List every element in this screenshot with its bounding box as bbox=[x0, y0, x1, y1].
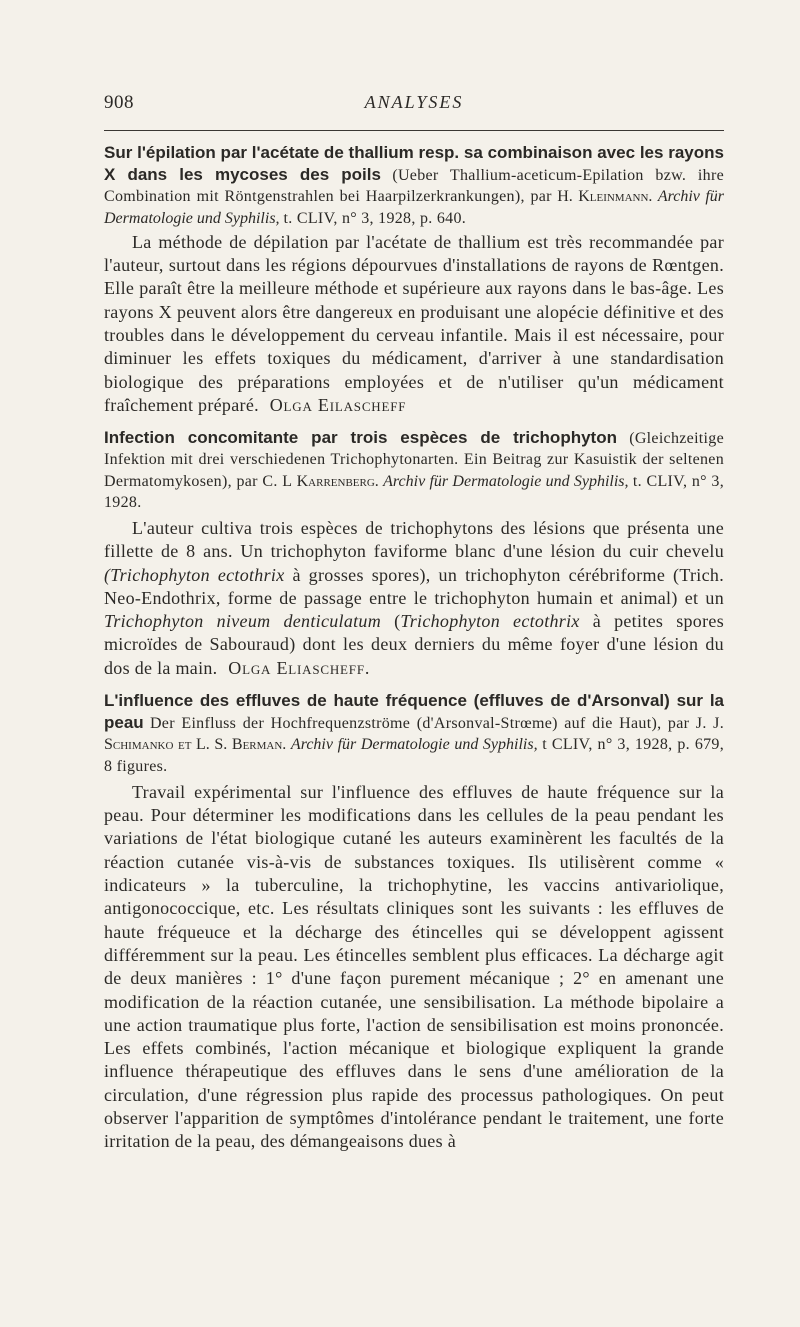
article-thallium-epilation bbox=[104, 142, 724, 417]
article-body bbox=[104, 231, 724, 417]
article-signature: Olga Eliascheff. bbox=[228, 657, 371, 678]
article-journal: Archiv für Dermatologie und Syphilis, bbox=[290, 736, 538, 754]
running-head: ANALYSES bbox=[364, 92, 464, 112]
article-journal: Archiv für Dermatologie und Syphilis, bbox=[383, 472, 629, 490]
article-heading bbox=[104, 690, 724, 777]
article-title: Sur l'épilation par l'acétate de thallium resp. sa combinaison avec les rayons X dans les mycoses des poils bbox=[104, 143, 724, 185]
article-high-frequency-effluves bbox=[104, 690, 724, 1154]
header-rule bbox=[104, 130, 724, 131]
article-body-text: à grosses spores), un trichophyton cérébriforme (Trich. Neo-Endothrix, forme de passage entre le trichophyton humain et animal) et un bbox=[104, 564, 724, 608]
article-body-text: à petites spores microïdes de Sabouraud) dont les deux derniers du même foyer d'une lésion du dos de la main. bbox=[104, 611, 724, 678]
article-title: Infection concomitante par trois espèces de trichophyton bbox=[104, 428, 617, 448]
article-signature: Olga Eilascheff bbox=[269, 394, 407, 415]
article-body-text: L'auteur cultiva trois espèces de trichophytons des lésions que présenta une fillette de 8 ans. Un trichophyton faviforme blanc d'une lésion du cuir chevelu bbox=[104, 518, 724, 562]
article-subtitle: Der Einfluss der Hochfrequenzströme (d'Arsonval-Strœme) auf die Haut), par J. J. bbox=[149, 715, 725, 733]
article-body bbox=[104, 517, 724, 680]
article-title: L'influence des effluves de haute fréquence (effluves de d'Arsonval) sur la peau bbox=[104, 691, 724, 733]
article-authors: Karrenberg. bbox=[296, 472, 379, 490]
page-number: 908 bbox=[104, 92, 134, 113]
article-subtitle: (Gleichzeitige Infektion mit drei verschiedenen Trichophytonarten. Ein Beitrag zur Kasuistik der seltenen Dermatomykosen), par C. L bbox=[104, 430, 725, 490]
article-authors: Schimanko et L. S. Berman. bbox=[104, 736, 287, 754]
article-body-text: La méthode de dépilation par l'acétate de thallium est très recommandée par l'auteur, surtout dans les régions dépourvues d'installations de rayons de Rœntgen. Elle paraît être la meilleure méthode et supérieure aux rayons dans le bas-âge. Les rayons X peuvent alors être dangereux en produisant une alopécie définitive et des troubles dans le développement du cerveau infantile. Mais il est nécessaire, pour diminuer les effets toxiques du médicament, d'arriver à une standardisation biologique des préparations employées et de n'utiliser qu'un médicament fraîchement préparé. bbox=[104, 231, 724, 415]
page-content bbox=[104, 142, 724, 1164]
article-subtitle: (Ueber Thallium-aceticum-Epilation bzw. ihre Combination mit Röntgenstrahlen bei Haarpilzerkrankungen), par bbox=[104, 167, 724, 206]
page-header bbox=[104, 92, 724, 122]
article-body-text: Travail expérimental sur l'influence des effluves de haute fréquence sur la peau. Pour déterminer les modifications dans les cellules de la peau pendant les variations de l'état biologique cutané les auteurs examinèrent les facultés de la réaction cutanée vis-à-vis de substances toxiques. Ils utilisèrent comme « indicateurs » la tuberculine, la trichophytine, les vaccins antivariolique, antigonococcique, etc. Les résultats cliniques sont les suivants : les effluves de haute fréqueuce et la décharge des étincelles qui se développent agissent différemment sur la peau. Les étincelles semblent plus efficaces. La décharge agit de deux manières : 1° d'une façon purement mécanique ; 2° en amenant une modification de la réaction cutanée, une sensibilisation. La méthode bipolaire a une action traumatique plus forte, l'action de sensibilisation est moins prononcée. Les effets combinés, l'action mécanique et biologique expliquent la grande influence thérapeutique des effluves dans le sens d'une amélioration de la circulation, d'une régression plus rapide des processus pathologiques. On peut observer l'apparition de symptômes d'intolérance pendant le traitement, une forte irritation de la peau, des démangeaisons dues à bbox=[104, 781, 724, 1152]
article-heading bbox=[104, 142, 724, 229]
article-citation: t CLIV, n° 3, 1928, p. 679, 8 figures. bbox=[104, 736, 725, 775]
species-name: Trichophyton ectothrix bbox=[400, 611, 580, 632]
article-citation: t. CLIV, n° 3, 1928. bbox=[104, 472, 725, 511]
article-heading bbox=[104, 427, 724, 513]
article-body bbox=[104, 781, 724, 1154]
article-authors: H. Kleinmann. bbox=[557, 188, 653, 206]
article-journal: Archiv für Dermatologie und Syphilis, bbox=[104, 188, 724, 227]
article-body-text: ( bbox=[381, 611, 401, 632]
article-trichophyton-infection bbox=[104, 427, 724, 680]
species-name: (Trichophyton ectothrix bbox=[104, 564, 285, 585]
article-citation: t. CLIV, n° 3, 1928, p. 640. bbox=[283, 209, 467, 227]
species-name: Trichophyton niveum denticulatum bbox=[104, 611, 382, 632]
